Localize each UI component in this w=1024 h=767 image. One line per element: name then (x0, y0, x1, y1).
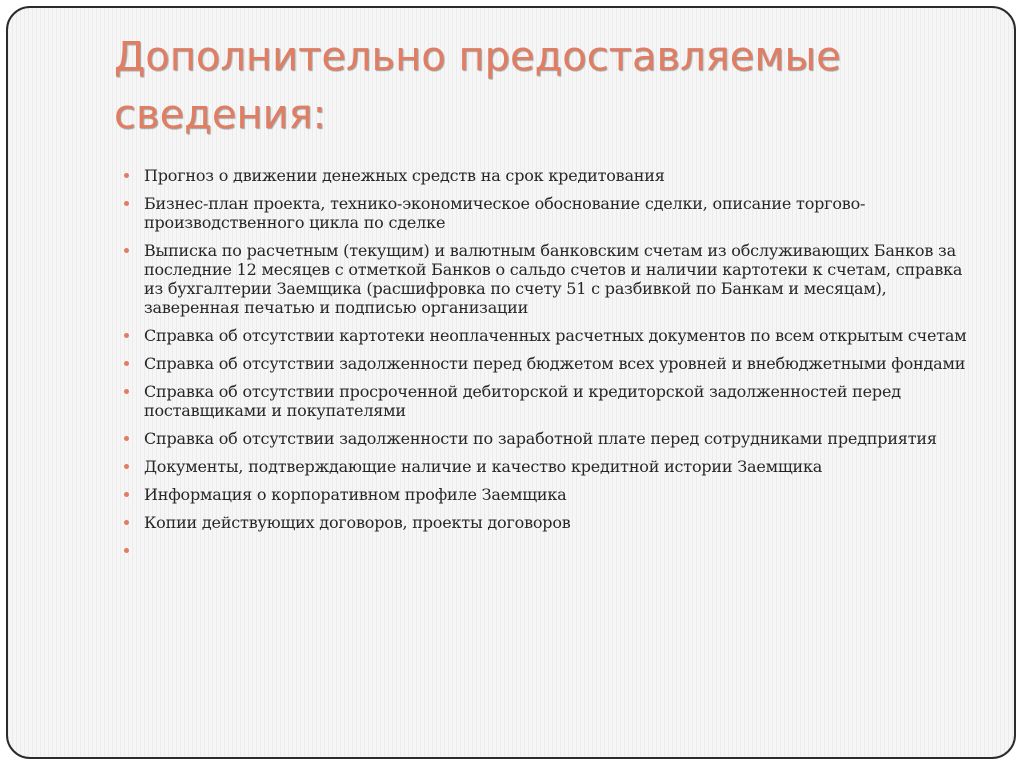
list-item (124, 166, 974, 185)
list-item-text: Бизнес-план проекта, технико-экономическое обоснование сделки, описание торгово-производственного цикла по сделке (144, 194, 866, 232)
list-item (124, 513, 974, 532)
list-item (124, 485, 974, 504)
list-item (124, 429, 974, 448)
bullet-dot-icon (124, 389, 129, 394)
list-item-text: Справка об отсутствии просроченной дебиторской и кредиторской задолженностей перед поставщиками и покупателями (144, 382, 901, 420)
list-item (124, 382, 974, 420)
list-item-empty (124, 541, 974, 560)
list-item (124, 354, 974, 373)
bullet-dot-icon (124, 248, 129, 253)
bullet-list (124, 166, 974, 569)
list-item-text (144, 541, 974, 560)
list-item-text: Выписка по расчетным (текущим) и валютным банковским счетам из обслуживающих Банков за последние 12 месяцев с отметкой Банков о сальдо счетов и наличии картотеки к счетам, справка из бухгалтерии Заемщика (расшифровка по счету 51 с разбивкой по Банкам и месяцам), заверенная печатью и подписью организации (144, 241, 963, 317)
list-item (124, 326, 974, 345)
list-item (124, 457, 974, 476)
bullet-dot-icon (124, 436, 129, 441)
slide (6, 6, 1016, 759)
list-item-text: Прогноз о движении денежных средств на срок кредитования (144, 166, 665, 185)
bullet-dot-icon (124, 333, 129, 338)
bullet-dot-icon (124, 548, 129, 553)
bullet-dot-icon (124, 464, 129, 469)
bullet-dot-icon (124, 520, 129, 525)
slide-title: Дополнительно предоставляемые сведения: (114, 34, 841, 138)
list-item-text: Документы, подтверждающие наличие и качество кредитной истории Заемщика (144, 457, 823, 476)
list-item (124, 194, 974, 232)
bullet-dot-icon (124, 173, 129, 178)
bullet-dot-icon (124, 361, 129, 366)
list-item-text: Копии действующих договоров, проекты договоров (144, 513, 571, 532)
list-item-text: Справка об отсутствии задолженности перед бюджетом всех уровней и внебюджетными фондами (144, 354, 966, 373)
list-item-text: Справка об отсутствии задолженности по заработной плате перед сотрудниками предприятия (144, 429, 937, 448)
list-item-text: Информация о корпоративном профиле Заемщика (144, 485, 567, 504)
bullet-dot-icon (124, 201, 129, 206)
bullet-dot-icon (124, 492, 129, 497)
list-item (124, 241, 974, 317)
list-item-text: Справка об отсутствии картотеки неоплаченных расчетных документов по всем открытым счетам (144, 326, 967, 345)
